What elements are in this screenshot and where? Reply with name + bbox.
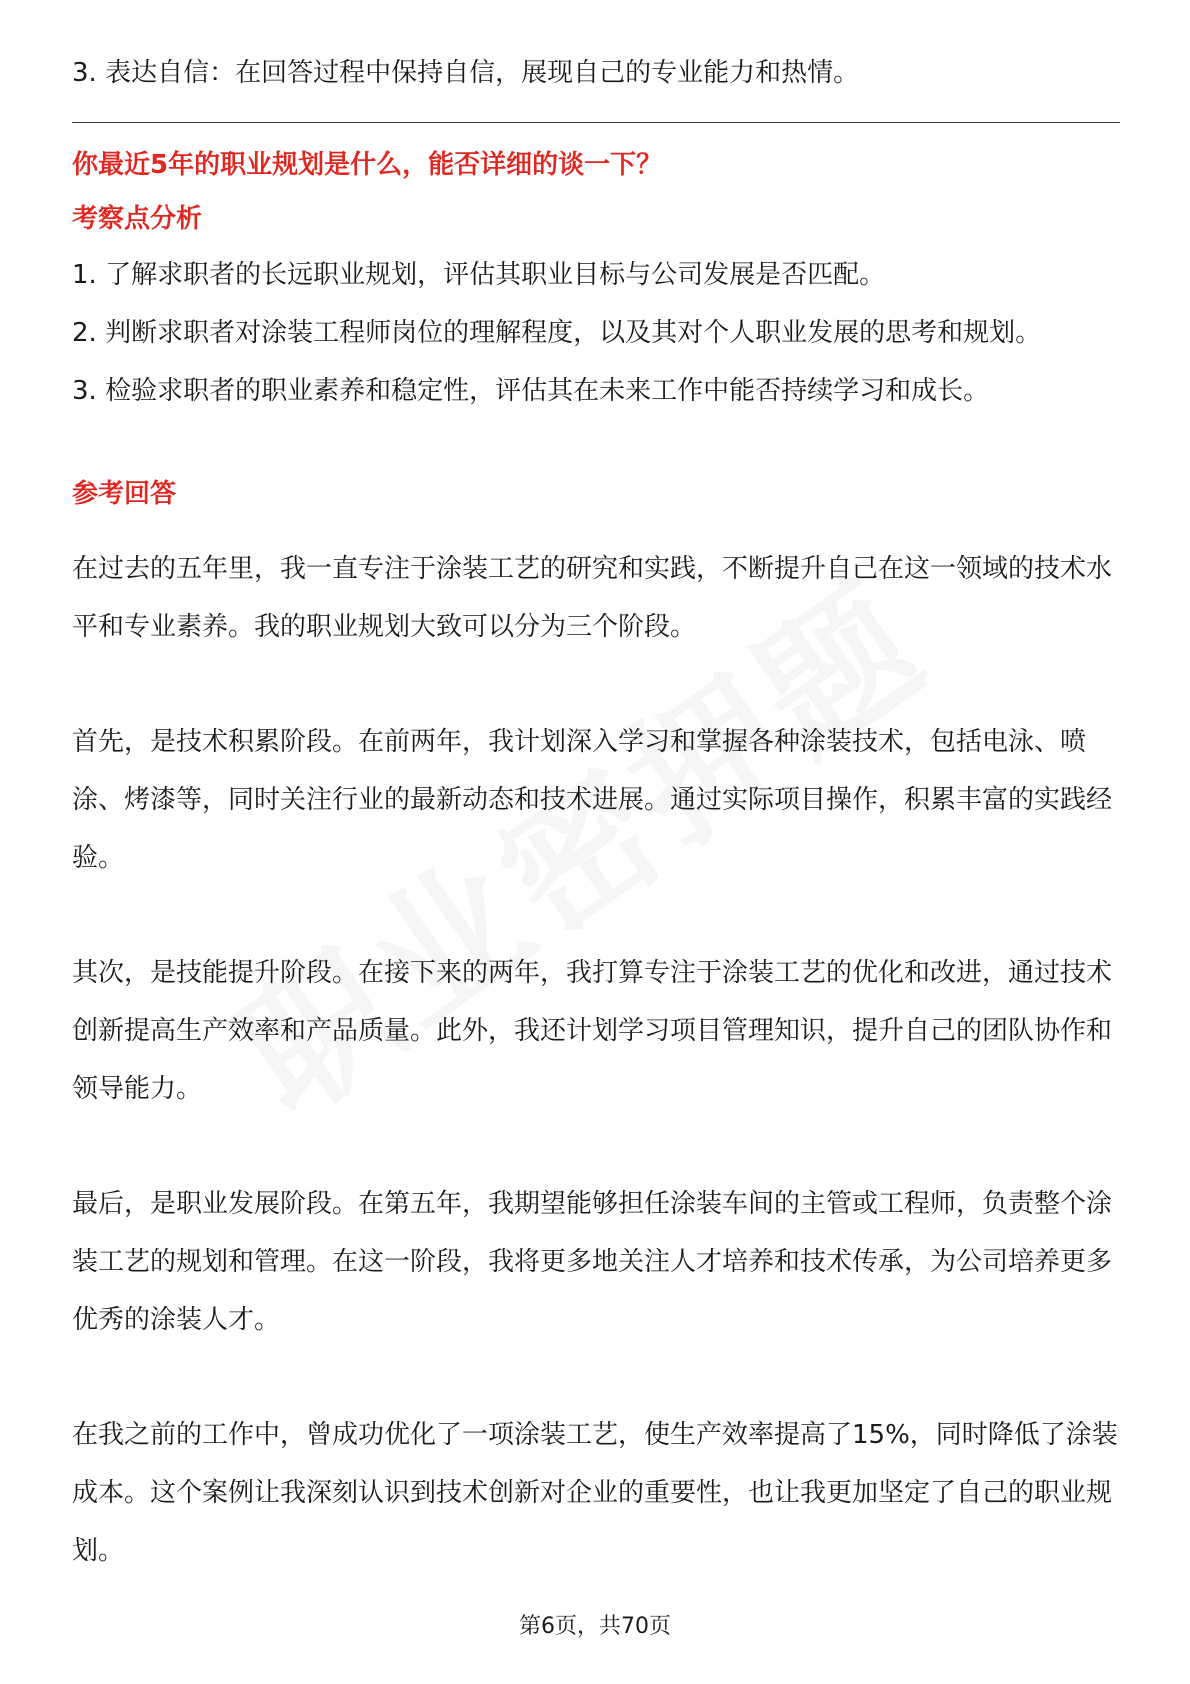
analysis-item: 3. 检验求职者的职业素养和稳定性，评估其在未来工作中能否持续学习和成长。 bbox=[72, 376, 990, 406]
answer-paragraph: 最后，是职业发展阶段。在第五年，我期望能够担任涂装车间的主管或工程师，负责整个涂装工艺的规划和管理。在这一阶段，我将更多地关注人才培养和技术传承，为公司培养更多优秀的涂装人才。 bbox=[72, 1189, 1113, 1335]
answer-body bbox=[72, 540, 1120, 1637]
analysis-list bbox=[72, 246, 1120, 420]
question-title: 你最近5年的职业规划是什么，能否详细的谈一下？ bbox=[72, 150, 663, 180]
answer-paragraph: 在过去的五年里，我一直专注于涂装工艺的研究和实践，不断提升自己在这一领域的技术水平和专业素养。我的职业规划大致可以分为三个阶段。 bbox=[72, 554, 1113, 642]
answer-paragraph: 首先，是技术积累阶段。在前两年，我计划深入学习和掌握各种涂装技术，包括电泳、喷涂、烤漆等，同时关注行业的最新动态和技术进展。通过实际项目操作，积累丰富的实践经验。 bbox=[72, 727, 1113, 873]
page-number: 第6页，共70页 bbox=[519, 1614, 671, 1639]
analysis-item: 1. 了解求职者的长远职业规划，评估其职业目标与公司发展是否匹配。 bbox=[72, 260, 886, 290]
previous-list-item: 3. 表达自信：在回答过程中保持自信，展现自己的专业能力和热情。 bbox=[72, 58, 860, 88]
answer-heading: 参考回答 bbox=[72, 479, 177, 509]
analysis-item: 2. 判断求职者对涂装工程师岗位的理解程度，以及其对个人职业发展的思考和规划。 bbox=[72, 318, 1042, 348]
answer-paragraph: 在我之前的工作中，曾成功优化了一项涂装工艺，使生产效率提高了15%，同时降低了涂装成本。这个案例让我深刻认识到技术创新对企业的重要性，也让我更加坚定了自己的职业规划。 bbox=[72, 1420, 1118, 1566]
section-divider bbox=[72, 122, 1120, 123]
answer-paragraph: 其次，是技能提升阶段。在接下来的两年，我打算专注于涂装工艺的优化和改进，通过技术创新提高生产效率和产品质量。此外，我还计划学习项目管理知识，提升自己的团队协作和领导能力。 bbox=[72, 958, 1113, 1104]
document-page bbox=[72, 0, 1120, 1684]
analysis-heading: 考察点分析 bbox=[72, 204, 203, 234]
